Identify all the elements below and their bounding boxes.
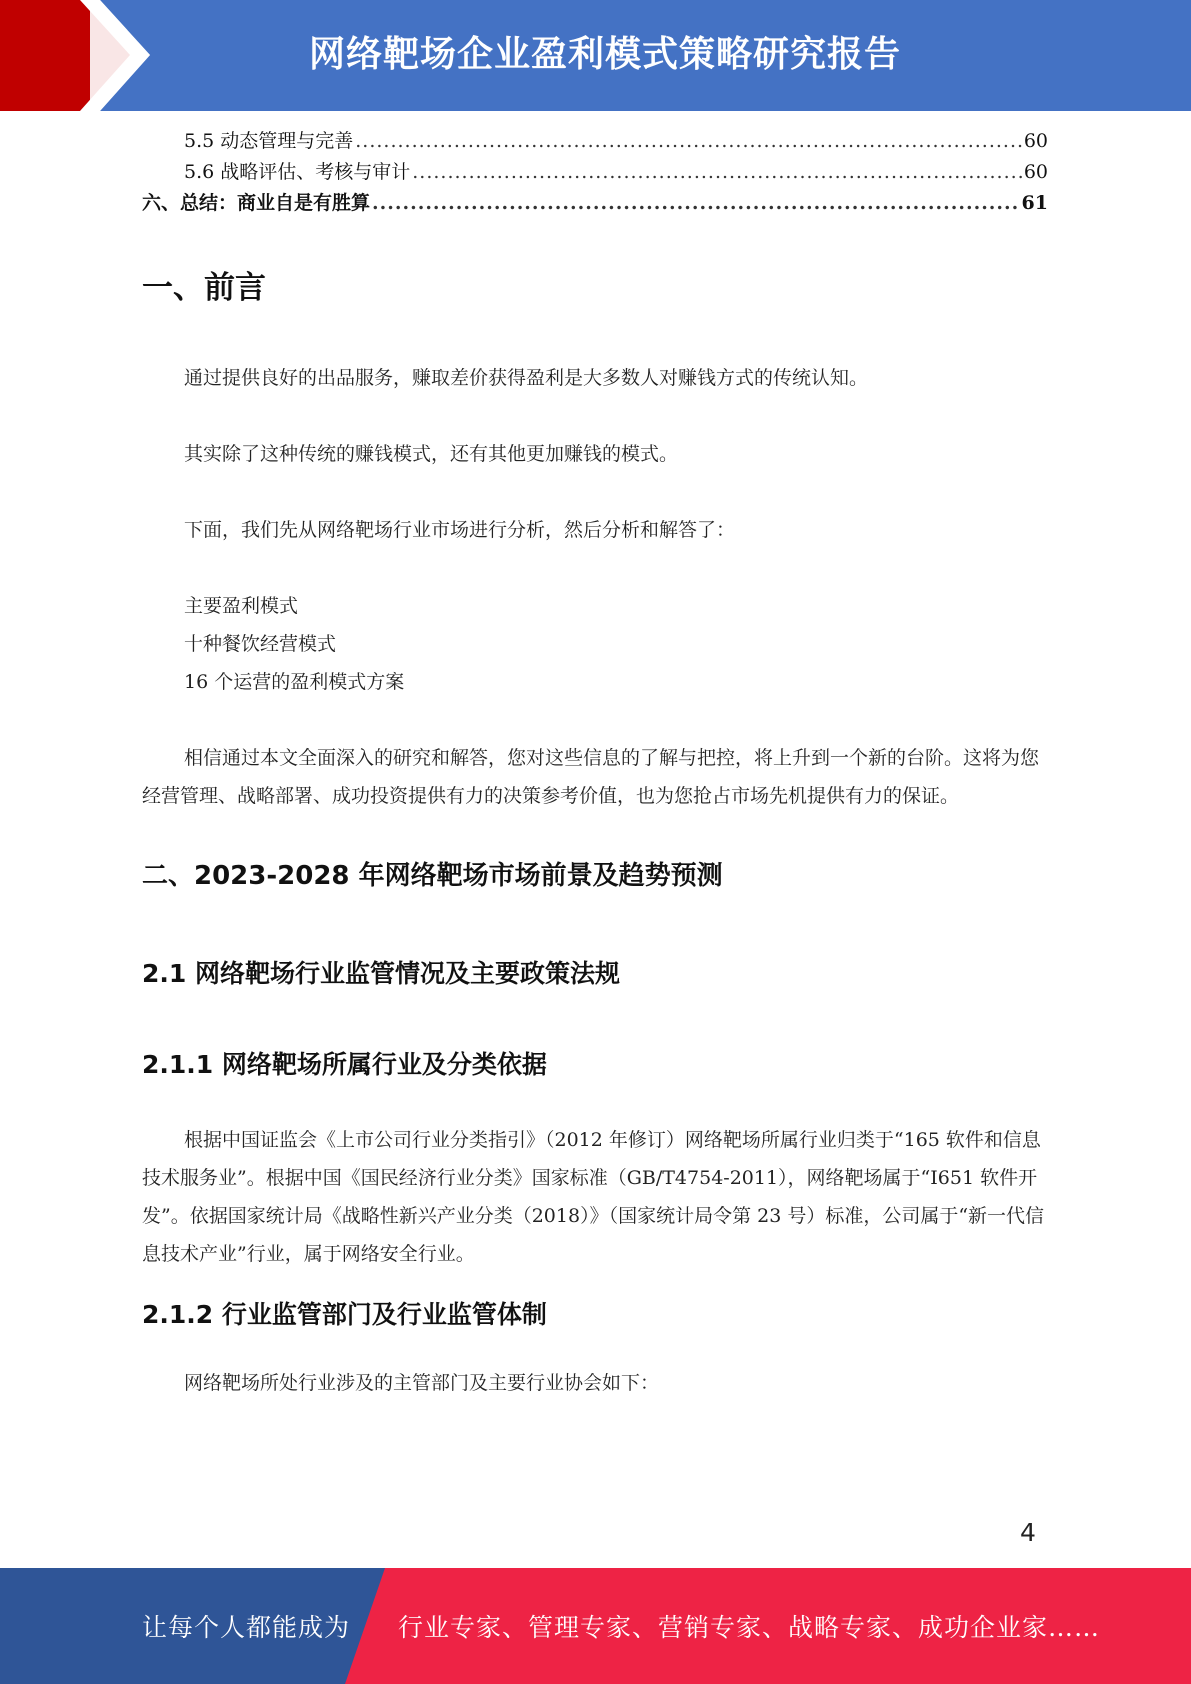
toc-entry[interactable] — [142, 157, 1048, 188]
paragraph: 通过提供良好的出品服务，赚取差价获得盈利是大多数人对赚钱方式的传统认知。 — [184, 367, 869, 389]
toc-leader-dots — [412, 157, 1022, 188]
document-body — [142, 126, 1048, 1402]
toc-entry[interactable] — [142, 126, 1048, 157]
paragraph: 其实除了这种传统的赚钱模式，还有其他更加赚钱的模式。 — [184, 443, 679, 465]
toc-entry-label: 5.6 战略评估、考核与审计 — [184, 161, 411, 183]
paragraph: 网络靶场所处行业涉及的主管部门及主要行业协会如下： — [184, 1372, 660, 1394]
toc-leader-dots — [355, 126, 1022, 157]
list-item: 十种餐饮经营模式 — [184, 633, 337, 655]
list — [142, 587, 1048, 701]
subsection-heading: 2.1.2 行业监管部门及行业监管体制 — [142, 1300, 547, 1329]
table-of-contents — [142, 126, 1048, 219]
section-heading: 一、前言 — [142, 270, 266, 306]
toc-entry-page: 61 — [1021, 192, 1048, 214]
toc-entry[interactable] — [142, 188, 1048, 219]
subsection-heading: 2.1.1 网络靶场所属行业及分类依据 — [142, 1050, 547, 1079]
toc-entry-label: 5.5 动态管理与完善 — [184, 130, 354, 152]
page-number: 4 — [1020, 1518, 1036, 1547]
list-item: 主要盈利模式 — [184, 595, 299, 617]
toc-leader-dots — [372, 188, 1020, 219]
footer-slogan-left: 让每个人都能成为 — [142, 1613, 351, 1642]
toc-entry-label: 六、总结：商业自是有胜算 — [142, 192, 371, 214]
page-footer — [0, 1568, 1191, 1684]
section-heading: 二、2023-2028 年网络靶场市场前景及趋势预测 — [142, 861, 723, 891]
toc-entry-page: 60 — [1023, 130, 1048, 152]
list-item: 16 个运营的盈利模式方案 — [184, 671, 405, 693]
page-header — [0, 0, 1191, 111]
subsection-heading: 2.1 网络靶场行业监管情况及主要政策法规 — [142, 959, 620, 988]
paragraph: 相信通过本文全面深入的研究和解答，您对这些信息的了解与把控，将上升到一个新的台阶。这将为您经营管理、战略部署、成功投资提供有力的决策参考价值，也为您抢占市场先机提供有力的保证。 — [142, 747, 1040, 807]
footer-slogan-right: 行业专家、管理专家、营销专家、战略专家、成功企业家…… — [398, 1613, 1101, 1642]
toc-entry-page: 60 — [1023, 161, 1048, 183]
paragraph: 下面，我们先从网络靶场行业市场进行分析，然后分析和解答了： — [184, 519, 736, 541]
paragraph: 根据中国证监会《上市公司行业分类指引》（2012 年修订）网络靶场所属行业归类于“165 软件和信息技术服务业”。根据中国《国民经济行业分类》国家标准（GB/T4754-2011），网络靶场属于“I651 软件开发”。依据国家统计局《战略性新兴产业分类（2018）》（国家统计局令第 23 号）标准，公司属于“新一代信息技术产业”行业，属于网络安全行业。 — [142, 1129, 1045, 1265]
report-title: 网络靶场企业盈利模式策略研究报告 — [308, 34, 901, 75]
